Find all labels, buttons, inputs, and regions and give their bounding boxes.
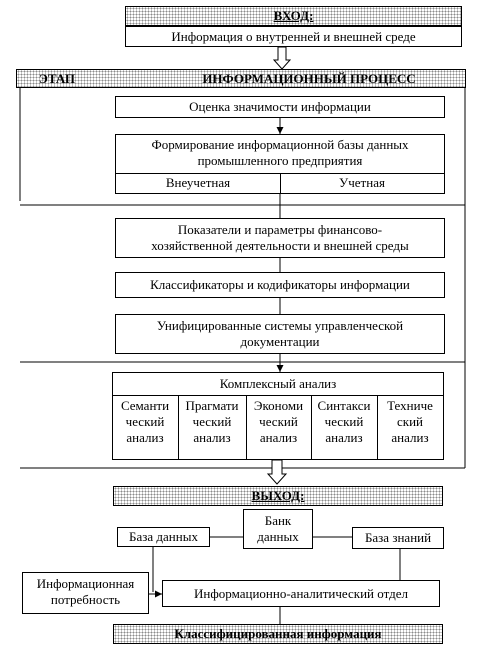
data-bank-box: [243, 509, 313, 549]
non-accounting-label: Внеучетная: [165, 175, 231, 190]
output-header: [113, 486, 443, 506]
assessment-text: Оценка значимости информации: [189, 99, 371, 114]
database-formation-box: [115, 134, 445, 194]
indicators-text: Показатели и параметры финансово- хозяйственной деятельности и внешней среды: [151, 222, 409, 253]
complex-analysis-box: [112, 372, 444, 460]
database-formation-text: Формирование информационной базы данных промышленного предприятия: [151, 137, 409, 168]
analysis-column-semantic: Семанти ческий анализ: [120, 398, 170, 445]
knowledge-base-text: База знаний: [364, 530, 432, 545]
analysis-title-divider: [113, 395, 443, 396]
unified-systems-text: Унифицированные системы управленческой документации: [156, 318, 404, 349]
assessment-box: [115, 96, 445, 118]
indicators-box: [115, 218, 445, 258]
information-need-text: Информационная потребность: [36, 576, 135, 607]
analysis-column-economic: Экономи ческий анализ: [253, 398, 304, 445]
classified-information-box: [113, 624, 443, 644]
knowledge-base-box: [352, 527, 444, 549]
analysis-column-technical: Техниче ский анализ: [387, 398, 433, 445]
database-text: База данных: [129, 529, 198, 544]
information-need-box: [22, 572, 149, 614]
database-box: [117, 527, 210, 547]
analysis-column-syntactic: Синтакси ческий анализ: [317, 398, 371, 445]
stage-title: ИНФОРМАЦИОННЫЙ ПРОЦЕСС: [202, 71, 416, 86]
complex-analysis-title: Комплексный анализ: [219, 376, 337, 391]
input-title: ВХОД:: [273, 8, 314, 23]
accounting-label: Учетная: [339, 175, 385, 190]
stage-label: ЭТАП: [39, 71, 76, 86]
input-text: Информация о внутренней и внешней среде: [171, 29, 416, 44]
data-bank-text: Банк данных: [257, 513, 299, 544]
analysis-column-pragmatic: Прагмати ческий анализ: [185, 398, 239, 445]
input-double-arrow: [274, 47, 290, 69]
input-header: [125, 6, 462, 26]
input-box: [125, 26, 462, 47]
classified-information-text: Классифицированная информация: [174, 626, 382, 641]
classifiers-text: Классификаторы и кодификаторы информации: [150, 277, 410, 292]
analytics-department-text: Информационно-аналитический отдел: [194, 586, 408, 601]
unified-systems-box: [115, 314, 445, 354]
output-title: ВЫХОД:: [251, 488, 305, 503]
classifiers-box: [115, 272, 445, 298]
analytics-department-box: [162, 580, 440, 607]
output-double-arrow: [268, 460, 286, 484]
stage-header: [16, 69, 466, 88]
